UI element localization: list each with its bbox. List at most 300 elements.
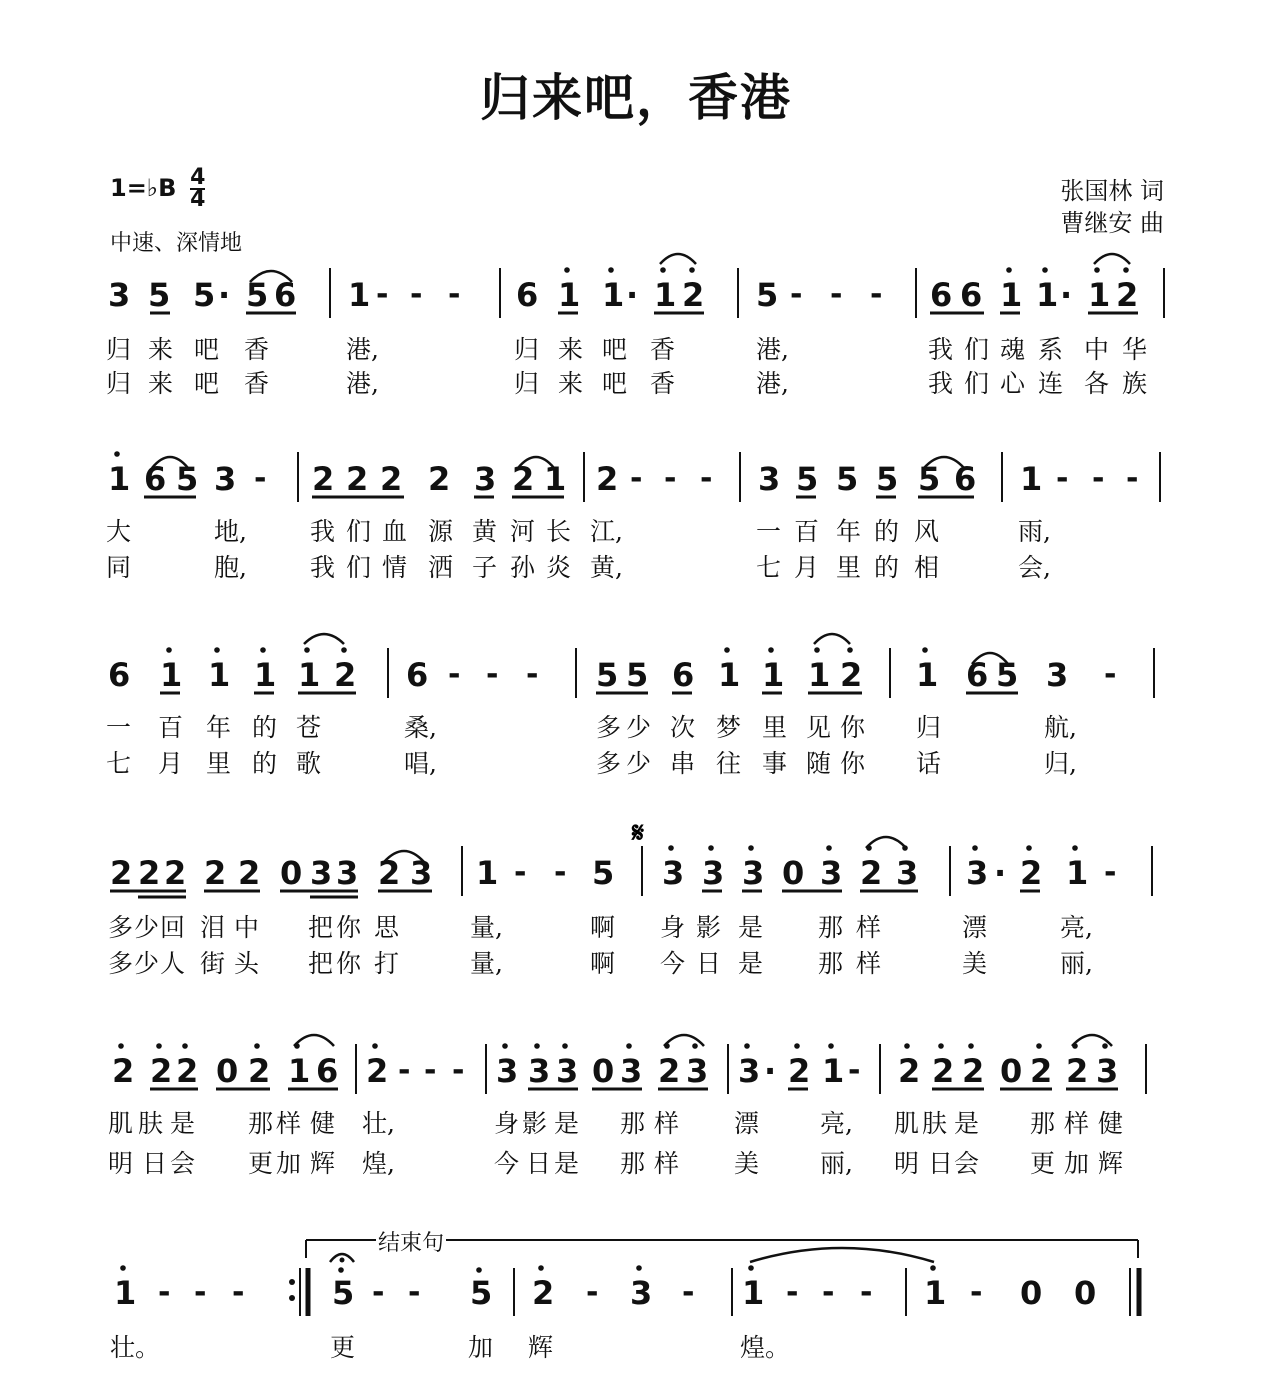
- lyric-syllable: 港,: [346, 335, 379, 364]
- lyric-syllable: 里: [206, 749, 232, 778]
- lyric-syllable: 身: [660, 913, 686, 942]
- lyric-syllable: 亮,: [1060, 913, 1093, 942]
- svg-text:-: -: [554, 855, 567, 890]
- notes-system-5: [112, 1035, 1146, 1094]
- lyric-syllable: 更: [330, 1333, 356, 1362]
- svg-text:5: 5: [246, 276, 269, 314]
- svg-text:-: -: [970, 1275, 983, 1310]
- svg-text:1: 1: [1000, 276, 1023, 314]
- lyric-syllable: 量,: [470, 913, 503, 942]
- lyric-syllable: 歌: [296, 749, 322, 778]
- svg-text:1: 1: [476, 854, 499, 892]
- lyric-syllable: 归: [916, 713, 942, 742]
- lyric-syllable: 加: [1064, 1149, 1090, 1178]
- lyric-syllable: 次: [670, 713, 696, 742]
- lyric-syllable: 来: [558, 369, 584, 398]
- svg-text:3: 3: [742, 854, 765, 892]
- svg-text:·: ·: [1060, 276, 1073, 314]
- lyric-syllable: 洒: [428, 553, 454, 582]
- svg-text:5: 5: [176, 460, 199, 498]
- svg-text:3: 3: [620, 1052, 643, 1090]
- lyric-syllable: 情: [382, 553, 408, 582]
- lyric-syllable: 日: [142, 1149, 168, 1178]
- lyric-syllable: 样: [276, 1109, 302, 1138]
- lyricist-credit: 张国林 词: [1060, 177, 1164, 205]
- svg-text:1: 1: [654, 276, 677, 314]
- lyric-syllable: 漂: [734, 1109, 760, 1138]
- lyric-syllable: 街: [200, 949, 226, 978]
- lyric-syllable: 话: [916, 749, 942, 778]
- lyric-syllable: 美: [734, 1149, 760, 1178]
- lyric-syllable: 大: [106, 517, 132, 546]
- lyric-syllable: 辉: [1098, 1149, 1124, 1178]
- svg-text:6: 6: [672, 656, 695, 694]
- lyric-syllable: 那: [620, 1149, 646, 1178]
- svg-text:6: 6: [274, 276, 297, 314]
- notes-system-4: [110, 837, 1152, 897]
- svg-text:5: 5: [592, 854, 615, 892]
- lyric-syllable: 把: [308, 949, 334, 978]
- lyric-syllable: 一: [106, 713, 132, 742]
- svg-text:-: -: [232, 1275, 245, 1310]
- lyric-syllable: 的: [874, 553, 900, 582]
- lyric-syllable: 连: [1038, 369, 1064, 398]
- svg-text:2: 2: [860, 854, 883, 892]
- lyric-syllable: 归,: [1044, 749, 1077, 778]
- lyric-syllable: 孙: [510, 553, 536, 582]
- lyric-syllable: 同: [106, 553, 132, 582]
- svg-text:1: 1: [254, 656, 277, 694]
- lyric-syllable: 少: [134, 913, 160, 942]
- notes-system-6: [114, 1248, 1139, 1316]
- lyric-syllable: 辉: [310, 1149, 336, 1178]
- lyric-syllable: 回: [160, 913, 186, 942]
- svg-text:5: 5: [470, 1274, 493, 1312]
- svg-text:-: -: [410, 277, 423, 312]
- svg-text:3: 3: [214, 460, 237, 498]
- lyric-syllable: 健: [1098, 1109, 1124, 1138]
- lyric-syllable: 的: [874, 517, 900, 546]
- lyric-syllable: 华: [1122, 335, 1148, 364]
- lyric-syllable: 你: [336, 913, 362, 942]
- lyric-syllable: 百: [158, 713, 184, 742]
- lyric-syllable: 多: [108, 913, 134, 942]
- svg-text:-: -: [700, 461, 713, 496]
- svg-text:·: ·: [764, 1052, 777, 1090]
- lyric-syllable: 多: [108, 949, 134, 978]
- time-signature: [190, 165, 206, 212]
- notes-system-2: [108, 451, 1160, 502]
- svg-text:2: 2: [1020, 854, 1043, 892]
- lyric-syllable: 吧: [194, 369, 220, 398]
- svg-text:5: 5: [756, 276, 779, 314]
- svg-text:-: -: [790, 277, 803, 312]
- lyric-syllable: 漂: [962, 913, 988, 942]
- lyric-syllable: 那: [818, 949, 844, 978]
- svg-text:2: 2: [532, 1274, 555, 1312]
- svg-text:-: -: [372, 1275, 385, 1310]
- svg-text:-: -: [158, 1275, 171, 1310]
- lyric-syllable: 黄: [472, 517, 498, 546]
- lyric-syllable: 丽,: [820, 1149, 853, 1178]
- lyric-syllable: 多: [596, 749, 622, 778]
- lyric-syllable: 源: [428, 517, 454, 546]
- lyric-syllable: 年: [836, 517, 862, 546]
- svg-text:-: -: [194, 1275, 207, 1310]
- svg-text:3: 3: [528, 1052, 551, 1090]
- svg-text:5: 5: [193, 276, 216, 314]
- svg-text:3: 3: [738, 1052, 761, 1090]
- lyric-syllable: 啊: [590, 949, 616, 978]
- svg-text:0: 0: [782, 854, 805, 892]
- svg-text:3: 3: [896, 854, 919, 892]
- svg-text:6: 6: [108, 656, 131, 694]
- lyric-syllable: 壮,: [362, 1109, 395, 1138]
- svg-text:-: -: [860, 1275, 873, 1310]
- svg-text:1: 1: [108, 460, 131, 498]
- lyric-syllable: 族: [1122, 369, 1148, 398]
- svg-text:2: 2: [248, 1052, 271, 1090]
- svg-text:0: 0: [1020, 1274, 1043, 1312]
- score-system-4: [0, 812, 1272, 912]
- svg-text:-: -: [586, 1275, 599, 1310]
- lyric-syllable: 地,: [214, 517, 247, 546]
- svg-text:0: 0: [280, 854, 303, 892]
- lyric-syllable: 日: [928, 1149, 954, 1178]
- lyric-syllable: 明: [108, 1149, 134, 1178]
- lyric-syllable: 你: [336, 949, 362, 978]
- lyric-syllable: 明: [894, 1149, 920, 1178]
- time-signature-top: 4: [190, 165, 206, 190]
- svg-text:5: 5: [626, 656, 649, 694]
- svg-text:3: 3: [758, 460, 781, 498]
- lyric-syllable: 年: [206, 713, 232, 742]
- lyric-syllable: 风: [914, 517, 940, 546]
- lyric-syllable: 往: [716, 749, 742, 778]
- lyric-syllable: 日: [696, 949, 722, 978]
- svg-text:3: 3: [630, 1274, 653, 1312]
- svg-text:2: 2: [346, 460, 369, 498]
- svg-text:1: 1: [1066, 854, 1089, 892]
- lyric-syllable: 我: [310, 517, 336, 546]
- lyric-syllable: 肌: [894, 1109, 920, 1138]
- lyric-syllable: 是: [170, 1109, 196, 1138]
- svg-text:-: -: [1104, 657, 1117, 692]
- lyric-syllable: 唱,: [404, 749, 437, 778]
- lyric-syllable: 系: [1038, 335, 1064, 364]
- lyric-syllable: 样: [856, 949, 882, 978]
- svg-text:2: 2: [378, 854, 401, 892]
- svg-text:-: -: [486, 657, 499, 692]
- lyric-syllable: 河: [510, 517, 536, 546]
- svg-text:6: 6: [144, 460, 167, 498]
- svg-text:1: 1: [208, 656, 231, 694]
- lyric-syllable: 那: [1030, 1109, 1056, 1138]
- svg-text:-: -: [822, 1275, 835, 1310]
- lyric-syllable: 身: [494, 1109, 520, 1138]
- lyric-syllable: 更: [248, 1149, 274, 1178]
- svg-text:3: 3: [556, 1052, 579, 1090]
- score-system-5: [0, 1024, 1272, 1104]
- notes-system-3: [108, 634, 1154, 698]
- lyric-syllable: 串: [670, 749, 696, 778]
- lyric-syllable: 样: [654, 1109, 680, 1138]
- svg-text:1: 1: [114, 1274, 137, 1312]
- lyric-syllable: 们: [346, 553, 372, 582]
- svg-text:3: 3: [410, 854, 433, 892]
- lyric-syllable: 是: [738, 913, 764, 942]
- svg-text:2: 2: [682, 276, 705, 314]
- lyric-syllable: 香: [244, 335, 270, 364]
- svg-text:-: -: [1056, 461, 1069, 496]
- lyric-syllable: 炎: [546, 553, 572, 582]
- svg-text:3: 3: [702, 854, 725, 892]
- svg-text:-: -: [1104, 855, 1117, 890]
- svg-text:6: 6: [954, 460, 977, 498]
- svg-text:2: 2: [110, 854, 133, 892]
- lyric-syllable: 那: [620, 1109, 646, 1138]
- svg-text:5: 5: [918, 460, 941, 498]
- svg-text:-: -: [514, 855, 527, 890]
- svg-text:5: 5: [596, 656, 619, 694]
- lyric-syllable: 是: [554, 1149, 580, 1178]
- svg-text:-: -: [376, 277, 389, 312]
- svg-text:-: -: [1126, 461, 1139, 496]
- svg-text:3: 3: [336, 854, 359, 892]
- lyric-syllable: 长: [546, 517, 572, 546]
- lyric-syllable: 子: [472, 553, 498, 582]
- lyric-syllable: 的: [252, 713, 278, 742]
- svg-text:2: 2: [334, 656, 357, 694]
- svg-text:3: 3: [686, 1052, 709, 1090]
- lyric-syllable: 们: [964, 335, 990, 364]
- lyric-syllable: 香: [650, 335, 676, 364]
- lyric-syllable: 丽,: [1060, 949, 1093, 978]
- lyric-syllable: 航,: [1044, 713, 1077, 742]
- svg-text:3: 3: [1046, 656, 1069, 694]
- svg-text:6: 6: [406, 656, 429, 694]
- lyric-syllable: 是: [954, 1109, 980, 1138]
- svg-text:3: 3: [966, 854, 989, 892]
- svg-text:3: 3: [496, 1052, 519, 1090]
- lyric-syllable: 的: [252, 749, 278, 778]
- svg-text:2: 2: [596, 460, 619, 498]
- lyric-syllable: 港,: [756, 369, 789, 398]
- lyric-syllable: 头: [234, 949, 260, 978]
- lyric-syllable: 健: [310, 1109, 336, 1138]
- lyric-syllable: 样: [654, 1149, 680, 1178]
- lyric-syllable: 吧: [194, 335, 220, 364]
- lyric-syllable: 你: [840, 713, 866, 742]
- svg-text:2: 2: [932, 1052, 955, 1090]
- svg-text:1: 1: [762, 656, 785, 694]
- lyric-syllable: 魂: [1000, 335, 1026, 364]
- svg-text:2: 2: [138, 854, 161, 892]
- lyric-syllable: 是: [738, 949, 764, 978]
- svg-text:0: 0: [216, 1052, 239, 1090]
- svg-text:6: 6: [516, 276, 539, 314]
- svg-text:0: 0: [1000, 1052, 1023, 1090]
- lyric-syllable: 思: [374, 913, 400, 942]
- svg-text:-: -: [408, 1275, 421, 1310]
- lyric-syllable: 吧: [602, 335, 628, 364]
- lyric-syllable: 港,: [346, 369, 379, 398]
- lyric-syllable: 日: [526, 1149, 552, 1178]
- lyric-syllable: 们: [346, 517, 372, 546]
- svg-text:2: 2: [512, 460, 535, 498]
- lyric-syllable: 香: [244, 369, 270, 398]
- lyric-syllable: 把: [308, 913, 334, 942]
- svg-text:5: 5: [876, 460, 899, 498]
- lyric-syllable: 中: [234, 913, 260, 942]
- svg-text:2: 2: [428, 460, 451, 498]
- score-system-1: [0, 252, 1272, 332]
- lyric-syllable: 少: [626, 713, 652, 742]
- lyric-syllable: 江,: [590, 517, 623, 546]
- lyric-syllable: 亮,: [820, 1109, 853, 1138]
- svg-text:5: 5: [836, 460, 859, 498]
- credits: [1060, 175, 1164, 239]
- lyric-syllable: 会: [170, 1149, 196, 1178]
- svg-text:1: 1: [288, 1052, 311, 1090]
- lyric-syllable: 肌: [108, 1109, 134, 1138]
- lyric-syllable: 七: [106, 749, 132, 778]
- svg-text:·: ·: [626, 276, 639, 314]
- svg-text:5: 5: [332, 1274, 355, 1312]
- svg-text:·: ·: [218, 276, 231, 314]
- lyric-syllable: 归: [106, 335, 132, 364]
- svg-text:0: 0: [1074, 1274, 1097, 1312]
- svg-text:-: -: [830, 277, 843, 312]
- lyric-syllable: 来: [148, 335, 174, 364]
- score-system-2: [0, 436, 1272, 516]
- svg-text:1: 1: [558, 276, 581, 314]
- svg-text:2: 2: [312, 460, 335, 498]
- svg-text:2: 2: [1030, 1052, 1053, 1090]
- lyric-syllable: 相: [914, 553, 940, 582]
- lyric-syllable: 加: [468, 1333, 494, 1362]
- svg-text:-: -: [448, 277, 461, 312]
- svg-text:2: 2: [898, 1052, 921, 1090]
- lyric-syllable: 中: [1084, 335, 1110, 364]
- svg-text:3: 3: [474, 460, 497, 498]
- lyric-syllable: 影: [522, 1109, 548, 1138]
- svg-text:2: 2: [840, 656, 863, 694]
- ending-phrase-label: 结束句: [376, 1226, 446, 1257]
- svg-text:6: 6: [930, 276, 953, 314]
- svg-text:·: ·: [994, 854, 1007, 892]
- svg-text:2: 2: [1066, 1052, 1089, 1090]
- svg-text:-: -: [1092, 461, 1105, 496]
- lyric-syllable: 归: [514, 335, 540, 364]
- lyric-syllable: 月: [794, 553, 820, 582]
- lyric-syllable: 胞,: [214, 553, 247, 582]
- key-signature-text: 1=♭B: [110, 174, 177, 202]
- svg-text:5: 5: [796, 460, 819, 498]
- svg-text:3: 3: [662, 854, 685, 892]
- svg-text:3: 3: [310, 854, 333, 892]
- segno-sign: 𝄋: [632, 816, 645, 849]
- svg-text:1: 1: [742, 1274, 765, 1312]
- svg-text:5: 5: [996, 656, 1019, 694]
- lyric-syllable: 我: [928, 335, 954, 364]
- svg-text:1: 1: [924, 1274, 947, 1312]
- svg-text:1: 1: [1036, 276, 1059, 314]
- song-title: 归来吧，香港: [480, 69, 792, 127]
- lyric-syllable: 辉: [528, 1333, 554, 1362]
- svg-text:1: 1: [808, 656, 831, 694]
- tempo-marking: 中速、深情地: [110, 231, 243, 256]
- lyric-syllable: 量,: [470, 949, 503, 978]
- score-system-3: [0, 632, 1272, 712]
- svg-text:2: 2: [164, 854, 187, 892]
- svg-text:-: -: [452, 1053, 465, 1088]
- svg-text:1: 1: [544, 460, 567, 498]
- lyric-syllable: 肤: [138, 1109, 164, 1138]
- lyric-syllable: 泪: [200, 913, 226, 942]
- lyric-syllable: 少: [134, 949, 160, 978]
- svg-text:2: 2: [238, 854, 261, 892]
- svg-text:1: 1: [822, 1052, 845, 1090]
- svg-text:-: -: [682, 1275, 695, 1310]
- svg-text:2: 2: [176, 1052, 199, 1090]
- svg-text:-: -: [630, 461, 643, 496]
- lyric-syllable: 那: [248, 1109, 274, 1138]
- svg-text:1: 1: [1088, 276, 1111, 314]
- lyric-syllable: 随: [806, 749, 832, 778]
- svg-text:-: -: [254, 461, 267, 496]
- svg-text:1: 1: [916, 656, 939, 694]
- lyric-syllable: 见: [806, 713, 832, 742]
- svg-text:2: 2: [962, 1052, 985, 1090]
- lyric-syllable: 里: [836, 553, 862, 582]
- lyric-syllable: 里: [762, 713, 788, 742]
- lyric-syllable: 百: [794, 517, 820, 546]
- lyric-syllable: 影: [696, 913, 722, 942]
- svg-text:2: 2: [204, 854, 227, 892]
- lyric-syllable: 港,: [756, 335, 789, 364]
- lyric-syllable: 少: [626, 749, 652, 778]
- lyric-syllable: 们: [964, 369, 990, 398]
- svg-text:-: -: [870, 277, 883, 312]
- svg-text:-: -: [786, 1275, 799, 1310]
- svg-text:2: 2: [658, 1052, 681, 1090]
- svg-text:6: 6: [960, 276, 983, 314]
- svg-text:-: -: [398, 1053, 411, 1088]
- lyric-syllable: 一: [756, 517, 782, 546]
- lyric-syllable: 雨,: [1018, 517, 1051, 546]
- svg-text:-: -: [848, 1053, 861, 1088]
- lyric-syllable: 加: [276, 1149, 302, 1178]
- lyric-syllable: 吧: [602, 369, 628, 398]
- lyric-syllable: 啊: [590, 913, 616, 942]
- svg-text:5: 5: [148, 276, 171, 314]
- lyric-syllable: 我: [928, 369, 954, 398]
- time-signature-bottom: 4: [190, 187, 206, 212]
- composer-credit: 曹继安 曲: [1060, 209, 1164, 237]
- lyric-syllable: 心: [1000, 369, 1026, 398]
- svg-text:2: 2: [380, 460, 403, 498]
- svg-text:0: 0: [592, 1052, 615, 1090]
- svg-text:1: 1: [298, 656, 321, 694]
- lyric-syllable: 肤: [922, 1109, 948, 1138]
- lyric-syllable: 煌,: [362, 1149, 395, 1178]
- svg-text:6: 6: [316, 1052, 339, 1090]
- lyric-syllable: 更: [1030, 1149, 1056, 1178]
- lyric-syllable: 壮。: [110, 1333, 161, 1362]
- lyric-syllable: 会: [954, 1149, 980, 1178]
- svg-text:2: 2: [366, 1052, 389, 1090]
